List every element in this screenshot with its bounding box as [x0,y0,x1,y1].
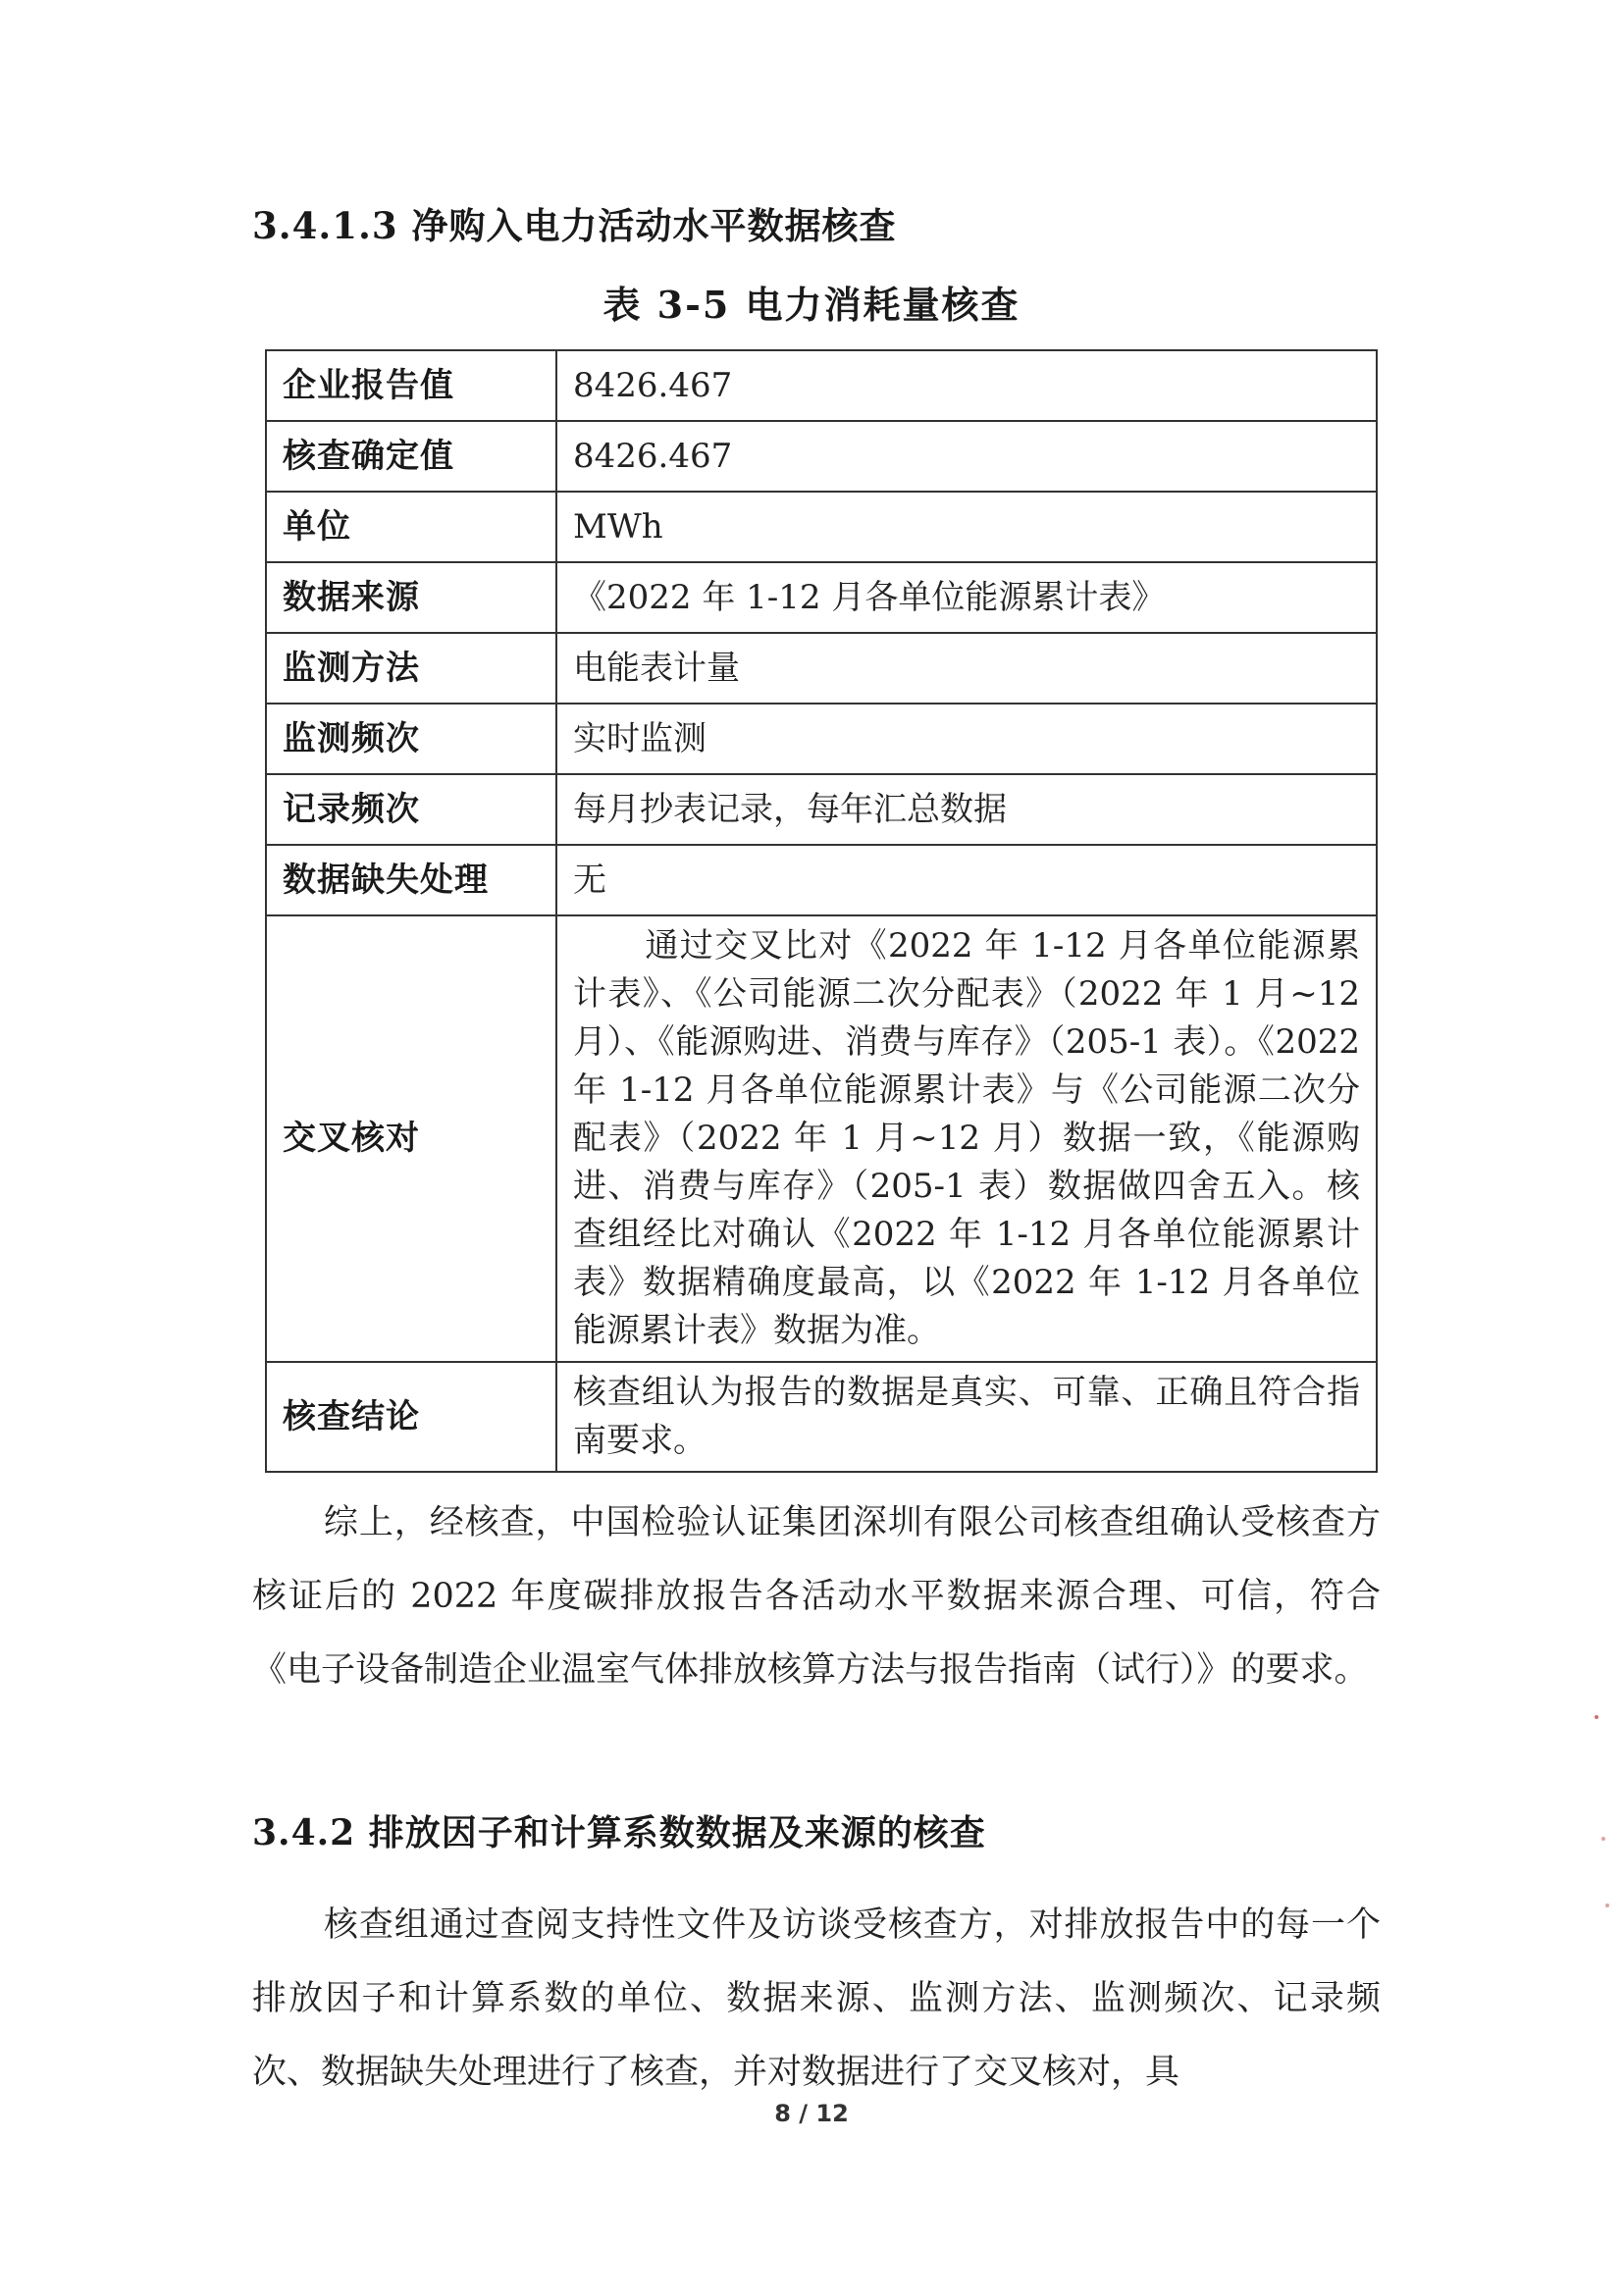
table-row [266,562,1377,633]
row-value: 实时监测 [556,704,1377,774]
summary-paragraph [252,1487,1381,1707]
scan-speck [1601,1837,1605,1841]
row-value: 8426.467 [556,421,1377,492]
table-row [266,350,1377,421]
row-value [556,915,1377,1362]
table-row [266,633,1377,704]
row-value: 《2022 年 1-12 月各单位能源累计表》 [556,562,1377,633]
page-indicator: 8 / 12 [774,2100,849,2127]
summary-text: 综上，经核查，中国检验认证集团深圳有限公司核查组确认受核查方核证后的 2022 年度碳排放报告各活动水平数据来源合理、可信，符合《电子设备制造企业温室气体排放核算方法与报告指南（试行）》的要求。 [252,1503,1381,1690]
row-value: 每月抄表记录，每年汇总数据 [556,774,1377,845]
table-row [266,774,1377,845]
factor-check-paragraph [252,1889,1381,2110]
electricity-check-table [265,349,1378,1473]
table-row [266,915,1377,1362]
row-value: 8426.467 [556,350,1377,421]
row-label: 核查确定值 [266,421,556,492]
table-row [266,845,1377,915]
scan-speck [1605,1904,1609,1907]
row-value: 电能表计量 [556,633,1377,704]
row-label: 单位 [266,492,556,562]
row-label: 监测频次 [266,704,556,774]
row-label: 交叉核对 [266,915,556,1362]
section-heading: 3.4.2 排放因子和计算系数数据及来源的核查 [252,1812,986,1853]
table-caption: 表 3-5 电力消耗量核查 [602,283,1021,327]
factor-check-text: 核查组通过查阅支持性文件及访谈受核查方，对排放报告中的每一个排放因子和计算系数的单位、数据来源、监测方法、监测频次、记录频次、数据缺失处理进行了核查，并对数据进行了交叉核对，具 [252,1905,1381,2092]
row-label: 核查结论 [266,1362,556,1472]
row-value: 核查组认为报告的数据是真实、可靠、正确且符合指南要求。 [556,1362,1377,1472]
row-label: 监测方法 [266,633,556,704]
table-row [266,1362,1377,1472]
table-row [266,492,1377,562]
row-label: 数据缺失处理 [266,845,556,915]
table-row [266,421,1377,492]
row-value: MWh [556,492,1377,562]
row-label: 企业报告值 [266,350,556,421]
row-label: 记录频次 [266,774,556,845]
row-label: 数据来源 [266,562,556,633]
table-row [266,704,1377,774]
row-value: 无 [556,845,1377,915]
subsection-heading: 3.4.1.3 净购入电力活动水平数据核查 [252,204,897,247]
cross-check-text: 通过交叉比对《2022 年 1-12 月各单位能源累计表》、《公司能源二次分配表》（2022 年 1 月~12 月）、《能源购进、消费与库存》（205-1 表）。《2022 年 1-12 月各单位能源累计表》与《公司能源二次分配表》（2022 年 1 月~12 月）数据一致，《能源购进、消费与库存》（205-1 表）数据做四舍五入。核查组经比对确认《2022 年 1-12 月各单位能源累计表》数据精确度最高，以《2022 年 1-12 月各单位能源累计表》数据为准。 [573,926,1360,1350]
scan-speck [1595,1715,1598,1719]
